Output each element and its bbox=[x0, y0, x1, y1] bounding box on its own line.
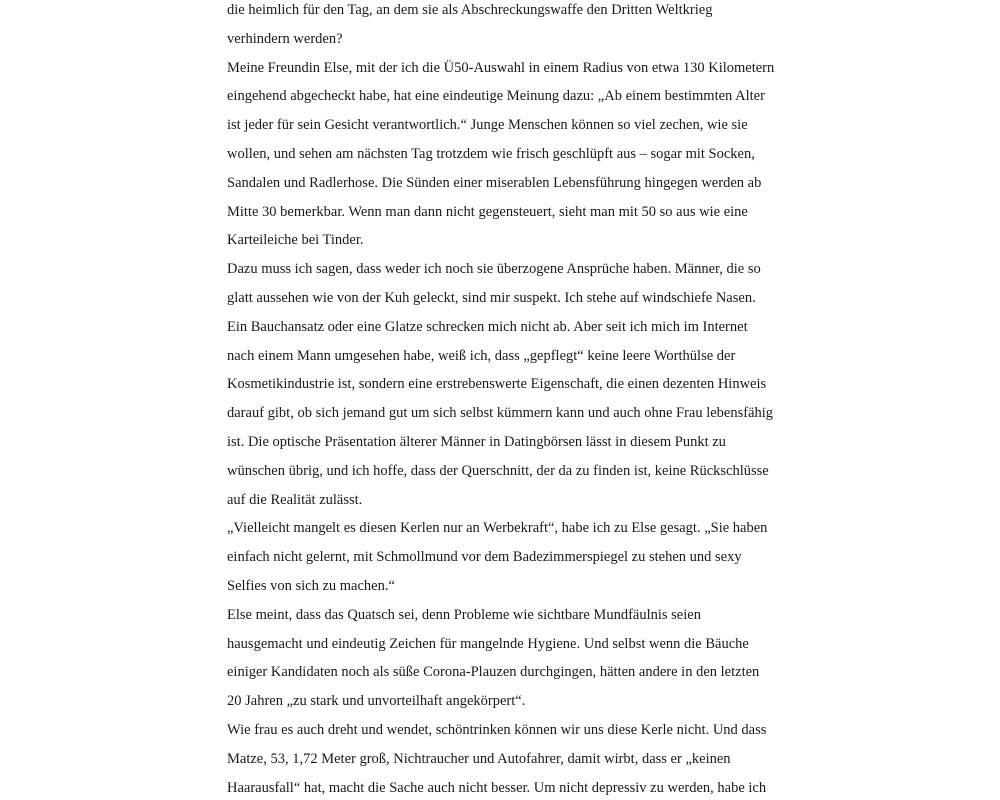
text-line: Selfies von sich zu machen.“ bbox=[227, 578, 395, 594]
text-line: einfach nicht gelernt, mit Schmollmund vor dem Badezimmerspiegel zu stehen und sexy bbox=[227, 549, 742, 566]
text-line: hausgemacht und eindeutig Zeichen für mangelnde Hygiene. Und selbst wenn die Bäuche bbox=[227, 635, 749, 652]
text-line: die heimlich für den Tag, an dem sie als Abschreckungswaffe den Dritten Weltkrieg bbox=[227, 2, 713, 18]
text-line: Else meint, dass das Quatsch sei, denn Probleme wie sichtbare Mundfäulnis seien bbox=[227, 606, 701, 623]
text-line: Matze, 53, 1,72 Meter groß, Nichtraucher und Autofahrer, damit wirbt, dass er „keinen bbox=[227, 750, 731, 767]
text-line: Haarausfall“ hat, macht die Sache auch nicht besser. Um nicht depressiv zu werden, habe ich bbox=[227, 779, 767, 796]
text-line: ist. Die optische Präsentation älterer Männer in Datingbörsen lässt in diesem Punkt zu bbox=[227, 434, 726, 450]
text-line: Ein Bauchansatz oder eine Glatze schrecken mich nicht ab. Aber seit ich mich im Internet bbox=[227, 318, 748, 335]
text-line: darauf gibt, ob sich jemand gut um sich selbst kümmern kann und auch ohne Frau lebensfähig bbox=[227, 405, 774, 422]
text-line: „Vielleicht mangelt es diesen Kerlen nur an Werbekraft“, habe ich zu Else gesagt. „Sie haben bbox=[227, 520, 768, 537]
text-line: Sandalen und Radlerhose. Die Sünden einer miserablen Lebensführung hingegen werden ab bbox=[227, 174, 762, 191]
text-line: 20 Jahren „zu stark und unvorteilhaft angekörpert“. bbox=[227, 693, 526, 710]
text-line: Wie frau es auch dreht und wendet, schöntrinken können wir uns diese Kerle nicht. Und dass bbox=[227, 722, 767, 738]
text-line: nach einem Mann umgesehen habe, weiß ich, dass „gepflegt“ keine leere Worthülse der bbox=[227, 347, 736, 364]
text-line: Meine Freundin Else, mit der ich die Ü50-Auswahl in einem Radius von etwa 130 Kilometern bbox=[227, 59, 775, 76]
text-line: auf die Realität zulässt. bbox=[227, 491, 363, 508]
text-line: Karteileiche bei Tinder. bbox=[227, 232, 364, 249]
text-line: Dazu muss ich sagen, dass weder ich noch sie überzogene Ansprüche haben. Männer, die so bbox=[227, 261, 761, 278]
text-line: wollen, und sehen am nächsten Tag trotzdem wie frisch geschlüpft aus – sogar mit Socken, bbox=[227, 146, 755, 162]
text-line: eingehend abgecheckt habe, hat eine eindeutige Meinung dazu: „Ab einem bestimmten Alter bbox=[227, 88, 765, 105]
text-line: einiger Kandidaten noch als süße Corona-Plauzen durchgingen, hätten andere in den letzten bbox=[227, 664, 760, 681]
text-line: Kosmetikindustrie ist, sondern eine erstrebenswerte Eigenschaft, die einen dezenten Hinweis bbox=[227, 376, 767, 393]
text-line: verhindern werden? bbox=[227, 30, 343, 47]
text-line: ist jeder für sein Gesicht verantwortlich.“ Junge Menschen können so viel zechen, wie sie bbox=[227, 117, 748, 134]
text-line: Mitte 30 bemerkbar. Wenn man dann nicht gegensteuert, sieht man mit 50 so aus wie eine bbox=[227, 203, 748, 220]
text-line: glatt aussehen wie von der Kuh geleckt, sind mir suspekt. Ich stehe auf windschiefe Nasen. bbox=[227, 290, 756, 306]
text-line: wünschen übrig, und ich hoffe, dass der Querschnitt, der da zu finden ist, keine Rückschlüsse bbox=[227, 462, 769, 479]
